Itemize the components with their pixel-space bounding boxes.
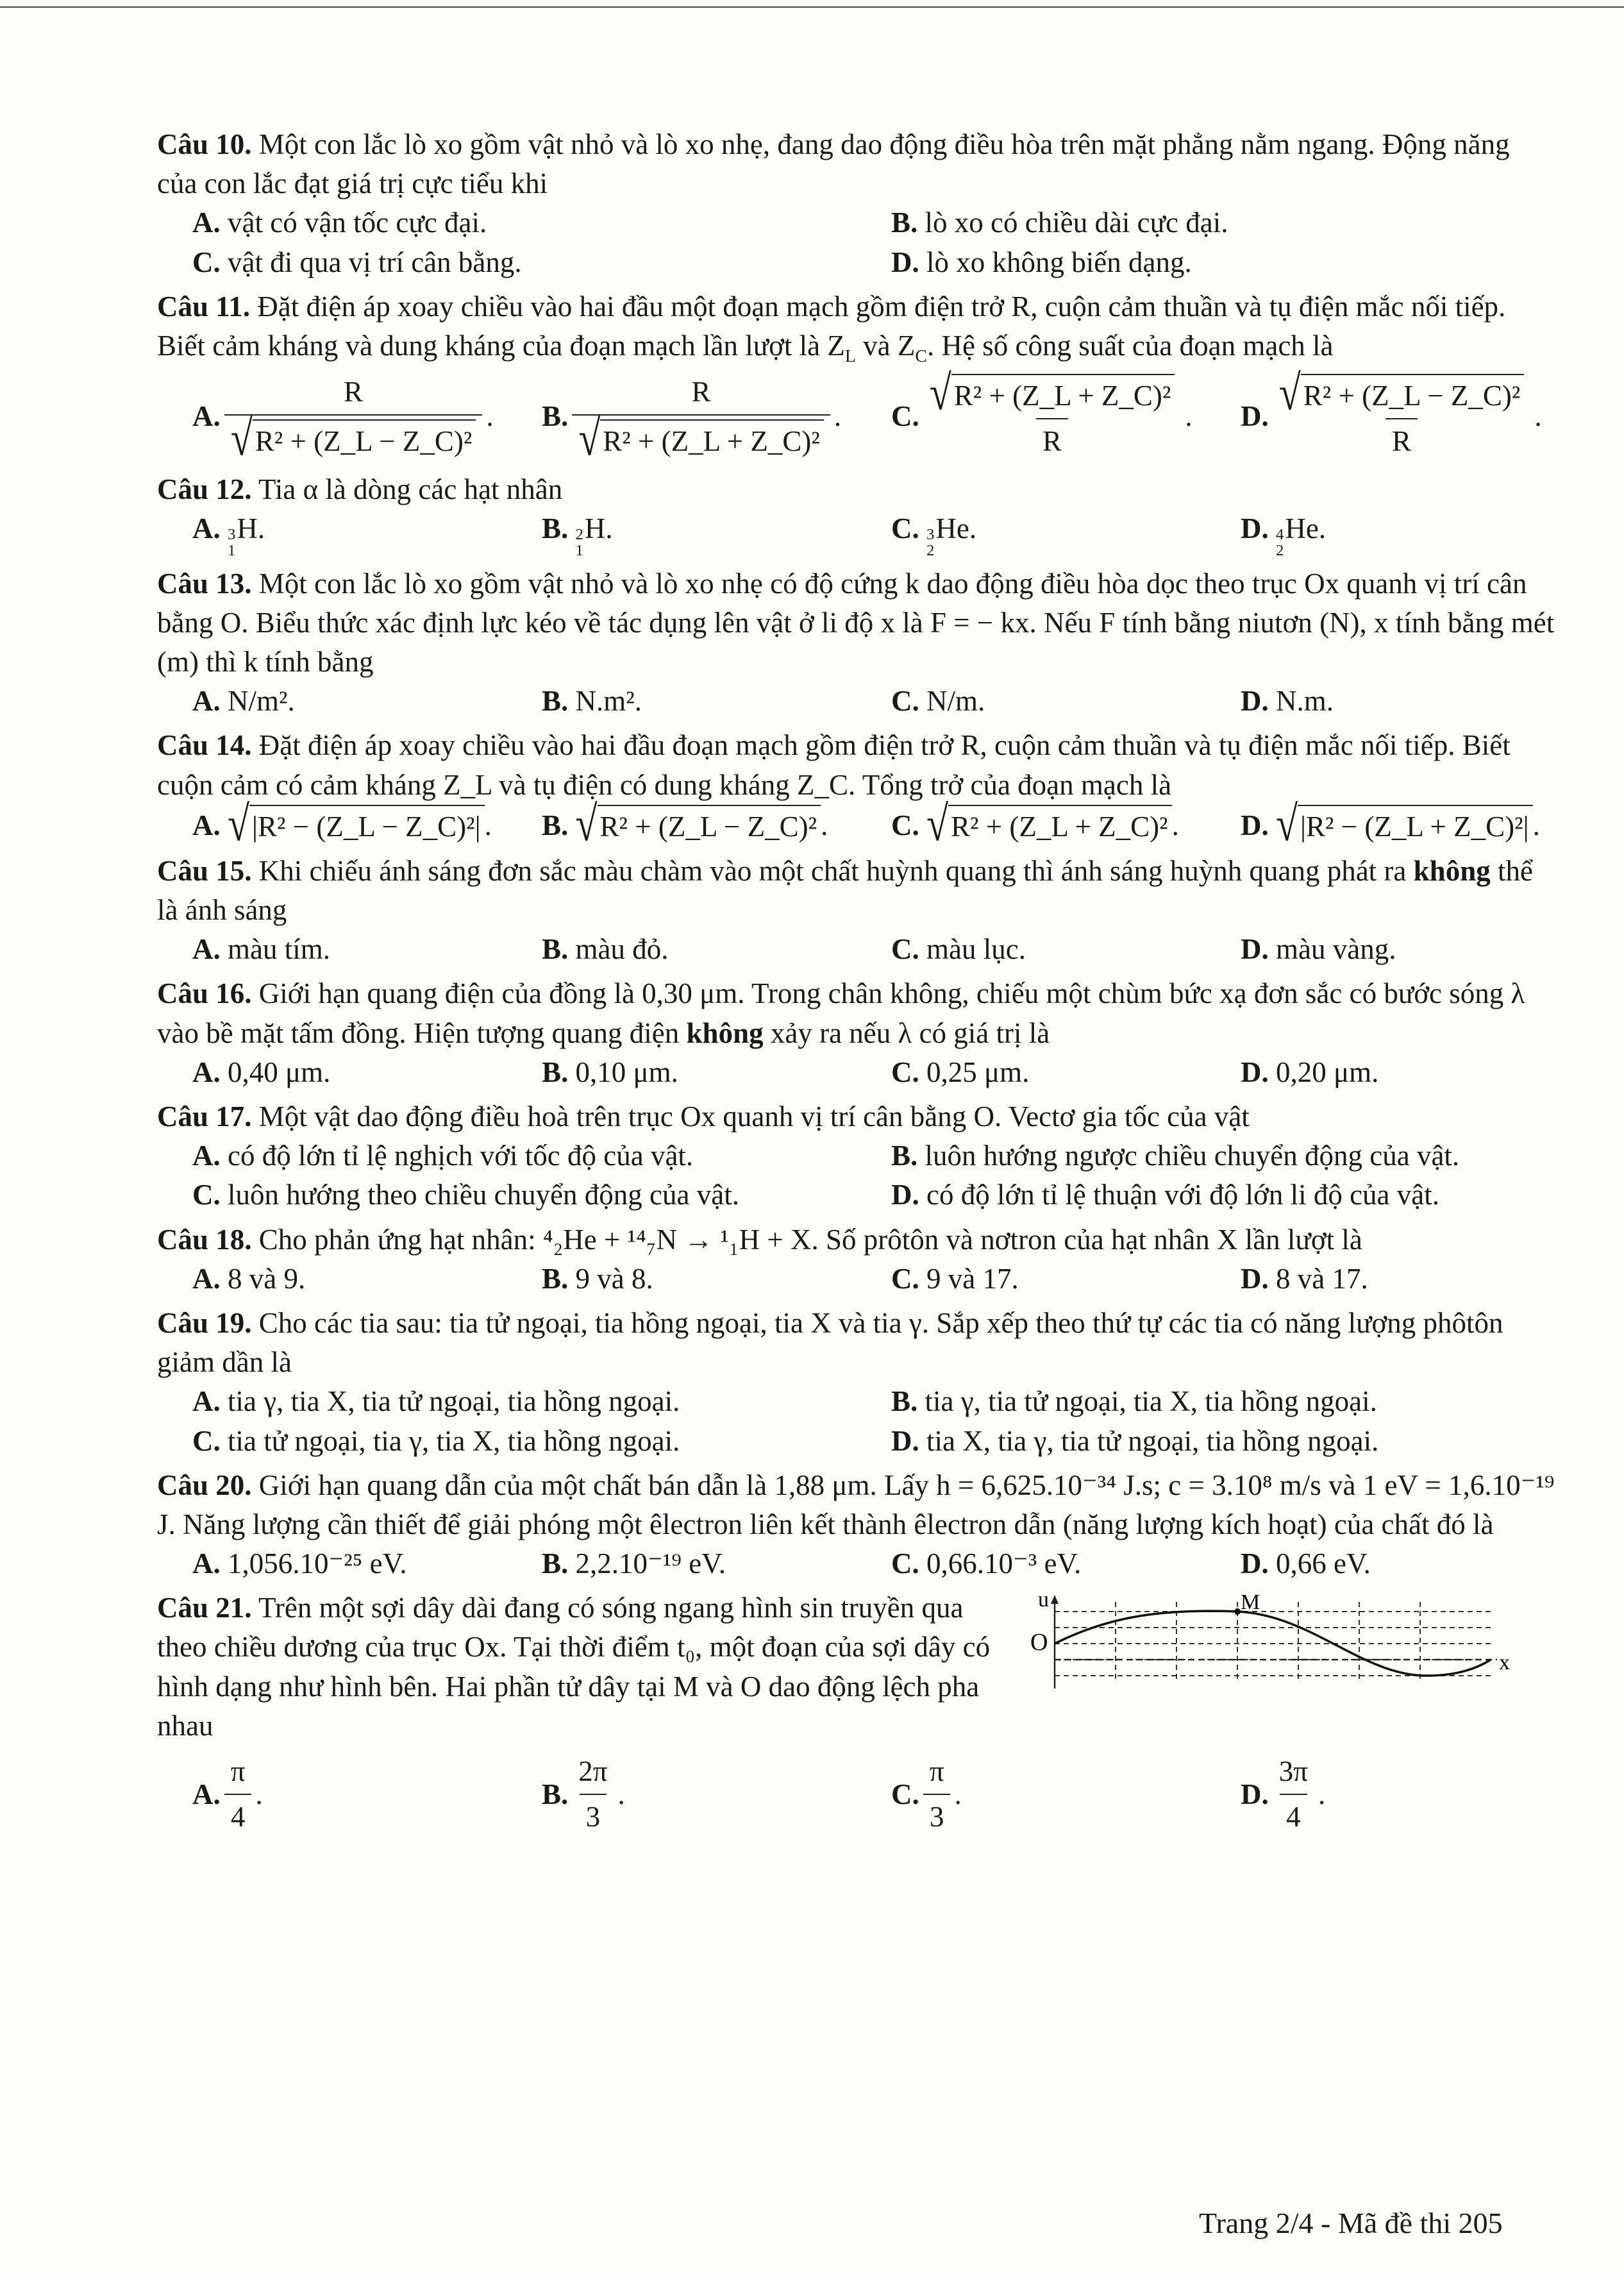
question-number: Câu 11.	[157, 290, 251, 323]
question-stem: Câu 15. Khi chiếu ánh sáng đơn sắc màu chàm vào một chất huỳnh quang thì ánh sáng huỳnh quang phát ra không thể là ánh sáng	[157, 854, 1533, 927]
option-a: A. có độ lớn tỉ lệ nghịch với tốc độ của vật.	[192, 1140, 694, 1172]
question-stem: Câu 17. Một vật dao động điều hoà trên trục Ox quanh vị trí cân bằng O. Vectơ gia tốc của vật	[157, 1100, 1250, 1133]
option-c: C. màu lục.	[891, 933, 1026, 966]
option-d: D. $\frac{3\pi}{4}$ .	[1241, 1752, 1590, 1837]
u-axis-arrow	[1051, 1595, 1059, 1604]
x-label: x	[1499, 1651, 1510, 1675]
question-number: Câu 17.	[157, 1100, 252, 1133]
option-a: A. N/m².	[192, 685, 295, 718]
question-number: Câu 16.	[157, 977, 252, 1010]
option-b: B. tia γ, tia tử ngoại, tia X, tia hồng ngoại.	[891, 1385, 1377, 1418]
option-b: B. 2 1 H.	[542, 512, 613, 559]
option-d: D. màu vàng.	[1241, 933, 1396, 966]
option-a: A. $\frac{\pi}{4}$ .	[192, 1752, 542, 1837]
question-21	[157, 1588, 1555, 1837]
option-b: B. R √ R² + (Z_L + Z_C)² .	[542, 373, 891, 461]
option-a: A. 1,056.10⁻²⁵ eV.	[192, 1547, 407, 1580]
top-rule	[0, 6, 1624, 8]
question-stem: Câu 12. Tia α là dòng các hạt nhân	[157, 473, 563, 505]
option-a: A. màu tím.	[192, 933, 330, 966]
option-d: D. 8 và 17.	[1241, 1262, 1368, 1295]
wave-figure	[1029, 1592, 1516, 1695]
option-a: A. √ |R² − (Z_L − Z_C)²| .	[192, 796, 492, 852]
question-stem: Câu 21. Trên một sợi dây dài đang có sóng ngang hình sin truyền qua theo chiều dương của trục Ox. Tại thời điểm t₀, một đoạn của sợi dây có hình dạng như hình bên. Hai phần tử dây tại M và O dao động lệch pha nhau	[157, 1592, 991, 1742]
options	[157, 930, 1555, 969]
question-19	[157, 1304, 1555, 1461]
question-stem: Câu 14. Đặt điện áp xoay chiều vào hai đầu đoạn mạch gồm điện trở R, cuộn cảm thuần và tụ điện mắc nối tiếp. Biết cuộn cảm có cảm kháng Z_L và tụ điện có dung kháng Z_C. Tổng trở của đoạn mạch là	[157, 729, 1511, 801]
options	[157, 1382, 1555, 1460]
question-11	[157, 287, 1555, 465]
question-number: Câu 20.	[157, 1469, 252, 1501]
option-d: D. √ |R² − (Z_L + Z_C)²| .	[1241, 796, 1540, 852]
option-d: D. tia X, tia γ, tia tử ngoại, tia hồng ngoại.	[891, 1424, 1379, 1457]
question-number: Câu 10.	[157, 128, 252, 160]
options	[157, 796, 1555, 852]
question-18	[157, 1220, 1555, 1299]
question-number: Câu 18.	[157, 1223, 252, 1256]
option-c: C. 0,66.10⁻³ eV.	[891, 1547, 1082, 1580]
option-d: D. lò xo không biến dạng.	[891, 246, 1192, 278]
option-b: B. màu đỏ.	[542, 933, 669, 966]
option-b: B. √ R² + (Z_L − Z_C)² .	[542, 796, 828, 852]
option-d: D. 4 2 He.	[1241, 512, 1327, 559]
option-b: B. N.m².	[542, 685, 642, 718]
options	[157, 1544, 1555, 1583]
option-d: D. 0,20 μm.	[1241, 1056, 1379, 1088]
question-number: Câu 13.	[157, 567, 252, 600]
option-c: C. 0,25 μm.	[891, 1056, 1030, 1088]
question-15	[157, 852, 1555, 970]
formula: R √ R² + (Z_L − Z_C)²	[224, 373, 483, 461]
option-d: D. √ R² + (Z_L − Z_C)² R .	[1241, 373, 1590, 461]
question-number: Câu 21.	[157, 1592, 252, 1624]
option-a: A. 3 1 H.	[192, 512, 265, 559]
question-stem: Câu 16. Giới hạn quang điện của đồng là 0,30 μm. Trong chân không, chiếu một chùm bức xạ đơn sắc có bước sóng λ vào bề mặt tấm đồng. Hiện tượng quang điện không xảy ra nếu λ có giá trị là	[157, 977, 1525, 1049]
m-label: M	[1241, 1592, 1260, 1615]
question-number: Câu 14.	[157, 729, 252, 762]
question-number: Câu 12.	[157, 473, 252, 505]
question-20	[157, 1466, 1555, 1584]
question-stem: Câu 13. Một con lắc lò xo gồm vật nhỏ và lò xo nhẹ có độ cứng k dao động điều hòa dọc theo trục Ox quanh vị trí cân bằng O. Biểu thức xác định lực kéo về tác dụng lên vật ở li độ x là F = − kx. Nếu F tính bằng niutơn (N), x tính bằng mét (m) thì k tính bằng	[157, 567, 1555, 678]
o-label: O	[1030, 1629, 1048, 1656]
options	[157, 1053, 1555, 1092]
question-number: Câu 19.	[157, 1306, 252, 1339]
point-m	[1234, 1608, 1241, 1615]
option-c: C. 3 2 He.	[891, 512, 977, 559]
question-10	[157, 125, 1555, 282]
question-stem: Câu 11. Đặt điện áp xoay chiều vào hai đầu một đoạn mạch gồm điện trở R, cuộn cảm thuần và tụ điện mắc nối tiếp. Biết cảm kháng và dung kháng của đoạn mạch lần lượt là $Z_L$ và $Z_C$. Hệ số công suất của đoạn mạch là	[157, 290, 1506, 366]
option-c: C. N/m.	[891, 685, 985, 718]
option-c: C. 9 và 17.	[891, 1262, 1019, 1295]
question-16	[157, 974, 1555, 1092]
page-footer: Trang 2/4 - Mã đề thi 205	[1199, 2207, 1503, 2239]
option-a: A. tia γ, tia X, tia tử ngoại, tia hồng ngoại.	[192, 1385, 680, 1418]
option-b: B. 9 và 8.	[542, 1262, 653, 1295]
option-c: C. √ R² + (Z_L + Z_C)² .	[891, 796, 1179, 852]
option-a: A. R √ R² + (Z_L − Z_C)² .	[192, 373, 542, 461]
formula: √ R² + (Z_L + Z_C)² R	[923, 373, 1182, 461]
question-stem: Câu 19. Cho các tia sau: tia tử ngoại, tia hồng ngoại, tia X và tia γ. Sắp xếp theo thứ tự các tia có năng lượng phôtôn giảm dần là	[157, 1306, 1503, 1379]
option-d: D. 0,66 eV.	[1241, 1547, 1371, 1580]
question-stem: Câu 20. Giới hạn quang dẫn của một chất bán dẫn là 1,88 μm. Lấy h = 6,625.10⁻³⁴ J.s; c = 3.10⁸ m/s và 1 eV = 1,6.10⁻¹⁹ J. Năng lượng cần thiết để giải phóng một êlectron liên kết thành êlectron dẫn (năng lượng kích hoạt) của chất đó là	[157, 1469, 1555, 1540]
options	[157, 366, 1555, 467]
option-c: C. $\frac{\pi}{3}$ .	[891, 1752, 1241, 1837]
options	[157, 682, 1555, 721]
formula: R √ R² + (Z_L + Z_C)²	[572, 373, 830, 461]
question-stem	[157, 125, 1555, 203]
grid-lines	[1055, 1602, 1491, 1682]
option-d: D. có độ lớn tỉ lệ thuận với độ lớn li độ của vật.	[891, 1179, 1440, 1211]
option-c: C. tia tử ngoại, tia γ, tia X, tia hồng ngoại.	[192, 1424, 680, 1457]
option-b: B. luôn hướng ngược chiều chuyển động của vật.	[891, 1140, 1460, 1172]
options	[157, 1259, 1555, 1299]
option-c: C. √ R² + (Z_L + Z_C)² R .	[891, 373, 1241, 461]
options	[157, 1752, 1555, 1837]
exam-page	[157, 125, 1555, 1842]
options	[157, 509, 1555, 559]
question-14	[157, 726, 1555, 852]
options	[157, 1136, 1555, 1215]
option-a: A. 0,40 μm.	[192, 1056, 331, 1088]
question-12	[157, 470, 1555, 559]
option-d: D. N.m.	[1241, 685, 1334, 718]
u-label: u	[1038, 1592, 1049, 1612]
option-b: B. 2,2.10⁻¹⁹ eV.	[542, 1547, 726, 1580]
option-b: B. $\frac{2\pi}{3}$ .	[542, 1752, 891, 1837]
option-a: A. 8 và 9.	[192, 1262, 306, 1295]
question-17	[157, 1097, 1555, 1215]
option-b: B. 0,10 μm.	[542, 1056, 678, 1088]
question-13	[157, 564, 1555, 721]
options	[157, 203, 1555, 282]
reaction-equation: ⁴₂He + ¹⁴₇N → ¹₁H + X	[542, 1223, 812, 1256]
question-number: Câu 15.	[157, 854, 252, 887]
option-a: A. vật có vận tốc cực đại.	[192, 206, 487, 239]
formula: √ R² + (Z_L − Z_C)² R	[1273, 373, 1531, 461]
option-c: C. luôn hướng theo chiều chuyển động của vật.	[192, 1179, 739, 1211]
stem-text: Một con lắc lò xo gồm vật nhỏ và lò xo nhẹ, đang dao động điều hòa trên mặt phẳng nằm ngang. Động năng của con lắc đạt giá trị cực tiểu khi	[157, 128, 1510, 200]
option-b: B. lò xo có chiều dài cực đại.	[891, 206, 1228, 239]
question-stem: Câu 18. Cho phản ứng hạt nhân: ⁴₂He + ¹⁴₇N → ¹₁H + X. Số prôtôn và nơtron của hạt nhân X lần lượt là	[157, 1223, 1362, 1256]
option-c: C. vật đi qua vị trí cân bằng.	[192, 246, 522, 278]
